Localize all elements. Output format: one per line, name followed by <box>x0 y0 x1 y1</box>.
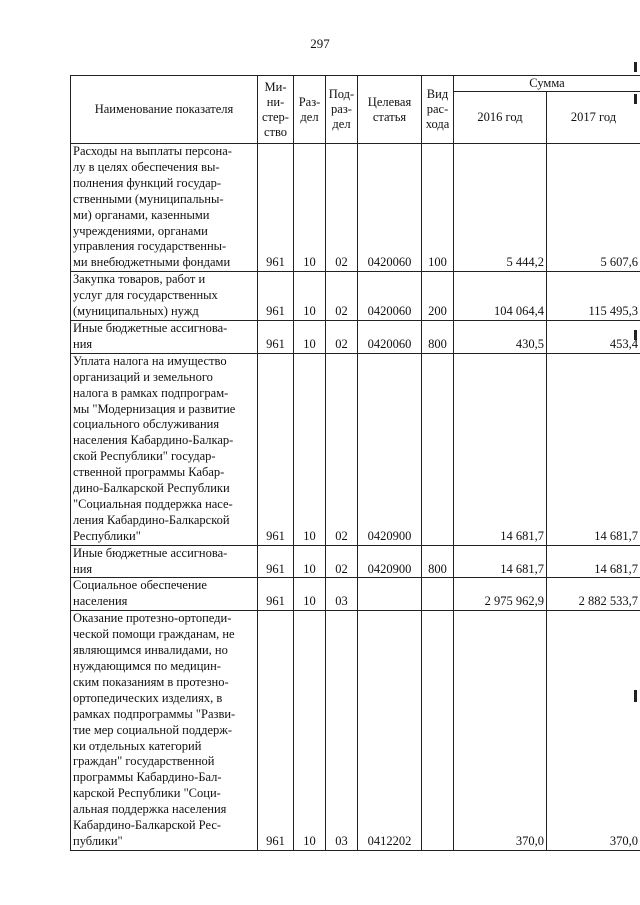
page-number: 297 <box>310 36 330 51</box>
row-amount-2017: 5 607,6 <box>547 144 640 272</box>
row-target-article: 0412202 <box>358 611 422 851</box>
header-sum: Сумма <box>454 76 640 92</box>
table-row <box>71 272 640 321</box>
row-name: Оказание протезно-ортопеди- ческой помощи гражданам, не являющимся инвалидами, но нуждающимся по медицин- ским показаниям в протезно- ортопедических изделиях, в рамках подпрограммы "Разви- тие мер социальной поддерж- ки отдельных категорий граждан" государственной программы Кабардино-Бал- карской Республики "Соци- альная поддержка населения Кабардино-Балкарской Рес- публики" <box>71 611 258 851</box>
header-year-2017: 2017 год <box>547 92 640 144</box>
row-ministry: 961 <box>258 545 294 578</box>
row-target-article: 0420060 <box>358 272 422 321</box>
row-amount-2016: 2 975 962,9 <box>454 578 547 611</box>
header-year-2016: 2016 год <box>454 92 547 144</box>
row-amount-2017: 453,4 <box>547 320 640 353</box>
row-name: Расходы на выплаты персона- лу в целях обеспечения вы- полнения функций государ- ственными (муниципальны- ми) органами, казенными учреждениями, органами управления государственны- ми внебюджетными фондами <box>71 144 258 272</box>
row-section: 10 <box>294 545 326 578</box>
row-name: Закупка товаров, работ и услуг для государственных (муниципальных) нужд <box>71 272 258 321</box>
row-subsection: 02 <box>326 353 358 545</box>
row-expense-type: 800 <box>422 320 454 353</box>
row-section: 10 <box>294 353 326 545</box>
row-amount-2017: 14 681,7 <box>547 545 640 578</box>
row-subsection: 02 <box>326 545 358 578</box>
row-amount-2016: 14 681,7 <box>454 545 547 578</box>
row-name: Социальное обеспечение населения <box>71 578 258 611</box>
table-row <box>71 144 640 272</box>
row-ministry: 961 <box>258 611 294 851</box>
row-target-article: 0420060 <box>358 320 422 353</box>
row-section: 10 <box>294 611 326 851</box>
row-expense-type <box>422 353 454 545</box>
row-subsection: 02 <box>326 320 358 353</box>
margin-mark <box>634 62 637 72</box>
row-target-article <box>358 578 422 611</box>
row-expense-type: 800 <box>422 545 454 578</box>
row-expense-type <box>422 611 454 851</box>
row-amount-2017: 2 882 533,7 <box>547 578 640 611</box>
row-amount-2016: 430,5 <box>454 320 547 353</box>
row-name: Иные бюджетные ассигнова- ния <box>71 320 258 353</box>
row-target-article: 0420060 <box>358 144 422 272</box>
row-amount-2016: 14 681,7 <box>454 353 547 545</box>
row-amount-2017: 115 495,3 <box>547 272 640 321</box>
row-ministry: 961 <box>258 578 294 611</box>
row-amount-2017: 14 681,7 <box>547 353 640 545</box>
row-amount-2016: 104 064,4 <box>454 272 547 321</box>
row-target-article: 0420900 <box>358 353 422 545</box>
table-row <box>71 545 640 578</box>
row-ministry: 961 <box>258 320 294 353</box>
row-expense-type: 200 <box>422 272 454 321</box>
budget-table <box>70 75 640 851</box>
header-ministry: Ми- ни- стер- ство <box>258 76 294 144</box>
row-name: Уплата налога на имущество организаций и земельного налога в рамках подпрограм- мы "Модернизация и развитие социального обслуживания населения Кабардино-Балкар- ской Республики" государ- ственной программы Кабар- дино-Балкарской Республики "Социальная поддержка насе- ления Кабардино-Балкарской Республики" <box>71 353 258 545</box>
row-amount-2017: 370,0 <box>547 611 640 851</box>
row-expense-type: 100 <box>422 144 454 272</box>
header-expense-type: Вид рас- хода <box>422 76 454 144</box>
header-target-article: Целевая статья <box>358 76 422 144</box>
row-amount-2016: 5 444,2 <box>454 144 547 272</box>
row-section: 10 <box>294 272 326 321</box>
row-ministry: 961 <box>258 272 294 321</box>
row-ministry: 961 <box>258 353 294 545</box>
row-ministry: 961 <box>258 144 294 272</box>
row-subsection: 03 <box>326 611 358 851</box>
row-section: 10 <box>294 320 326 353</box>
header-subsection: Под- раз- дел <box>326 76 358 144</box>
row-amount-2016: 370,0 <box>454 611 547 851</box>
table-row <box>71 578 640 611</box>
row-name: Иные бюджетные ассигнова- ния <box>71 545 258 578</box>
table-row <box>71 320 640 353</box>
header-section: Раз- дел <box>294 76 326 144</box>
row-target-article: 0420900 <box>358 545 422 578</box>
row-subsection: 02 <box>326 144 358 272</box>
row-section: 10 <box>294 144 326 272</box>
row-expense-type <box>422 578 454 611</box>
row-section: 10 <box>294 578 326 611</box>
header-name: Наименование показателя <box>71 76 258 144</box>
row-subsection: 02 <box>326 272 358 321</box>
row-subsection: 03 <box>326 578 358 611</box>
table-body <box>71 144 640 851</box>
table-row <box>71 611 640 851</box>
table-row <box>71 353 640 545</box>
